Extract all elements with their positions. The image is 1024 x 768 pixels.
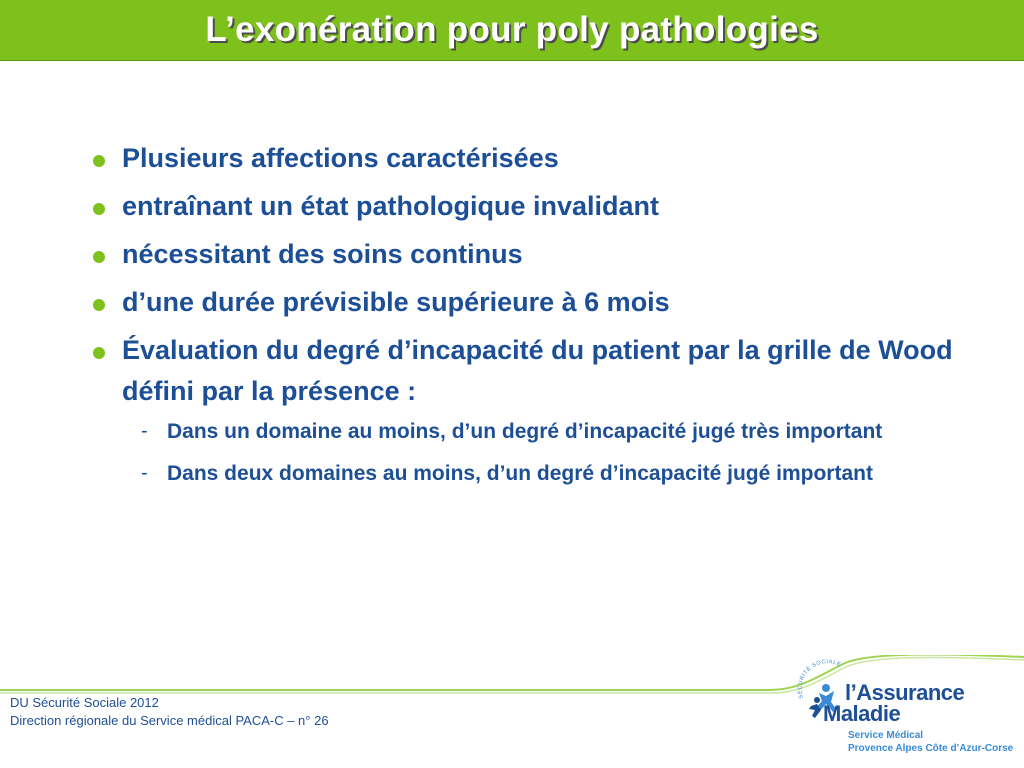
sub-bullet-list <box>122 416 964 489</box>
dash-marker: - <box>141 420 148 442</box>
bullet-text: entraînant un état pathologique invalidant <box>122 191 660 221</box>
footer-text <box>10 694 329 730</box>
slide-title: L’exonération pour poly pathologies <box>205 10 819 49</box>
footer-line-course: DU Sécurité Sociale 2012 <box>10 695 159 710</box>
bullet-item <box>84 330 964 489</box>
logo-service-text <box>848 729 1013 755</box>
bullet-dot-icon <box>93 203 105 215</box>
bullet-item <box>84 138 964 179</box>
bullet-text: nécessitant des soins continus <box>122 239 523 269</box>
bullet-item <box>84 282 964 323</box>
bullet-dot-icon <box>93 251 105 263</box>
bullet-dot-icon <box>93 155 105 167</box>
bullet-dot-icon <box>93 347 105 359</box>
slide-content <box>84 138 964 500</box>
logo-name-line2: Maladie <box>823 701 901 726</box>
title-bar <box>0 0 1024 61</box>
bullet-item <box>84 186 964 227</box>
logo-service-line2: Provence Alpes Côte d’Azur-Corse <box>848 743 1014 754</box>
dash-marker: - <box>141 462 148 484</box>
bullet-list <box>84 138 964 489</box>
assurance-maladie-logo <box>795 658 1024 766</box>
bullet-dot-icon <box>93 299 105 311</box>
bullet-text: Plusieurs affections caractérisées <box>122 143 559 173</box>
logo-name-line1: l’Assurance <box>845 680 965 705</box>
bullet-text: Évaluation du degré d’incapacité du patient par la grille de Wood défini par la présence : <box>122 335 953 406</box>
sub-bullet-text: Dans un domaine au moins, d’un degré d’incapacité jugé très important <box>167 420 883 443</box>
logo-service-line1: Service Médical <box>848 730 924 741</box>
bullet-item <box>84 234 964 275</box>
sub-bullet-text: Dans deux domaines au moins, d’un degré d’incapacité jugé important <box>167 462 873 485</box>
logo-arc-text: SÉCURITÉ SOCIALE <box>797 659 842 700</box>
sub-bullet-item <box>122 458 964 489</box>
bullet-text: d’une durée prévisible supérieure à 6 mois <box>122 287 670 317</box>
sub-bullet-item <box>122 416 964 447</box>
footer-line-direction: Direction régionale du Service médical PACA-C – n° 26 <box>10 713 329 728</box>
